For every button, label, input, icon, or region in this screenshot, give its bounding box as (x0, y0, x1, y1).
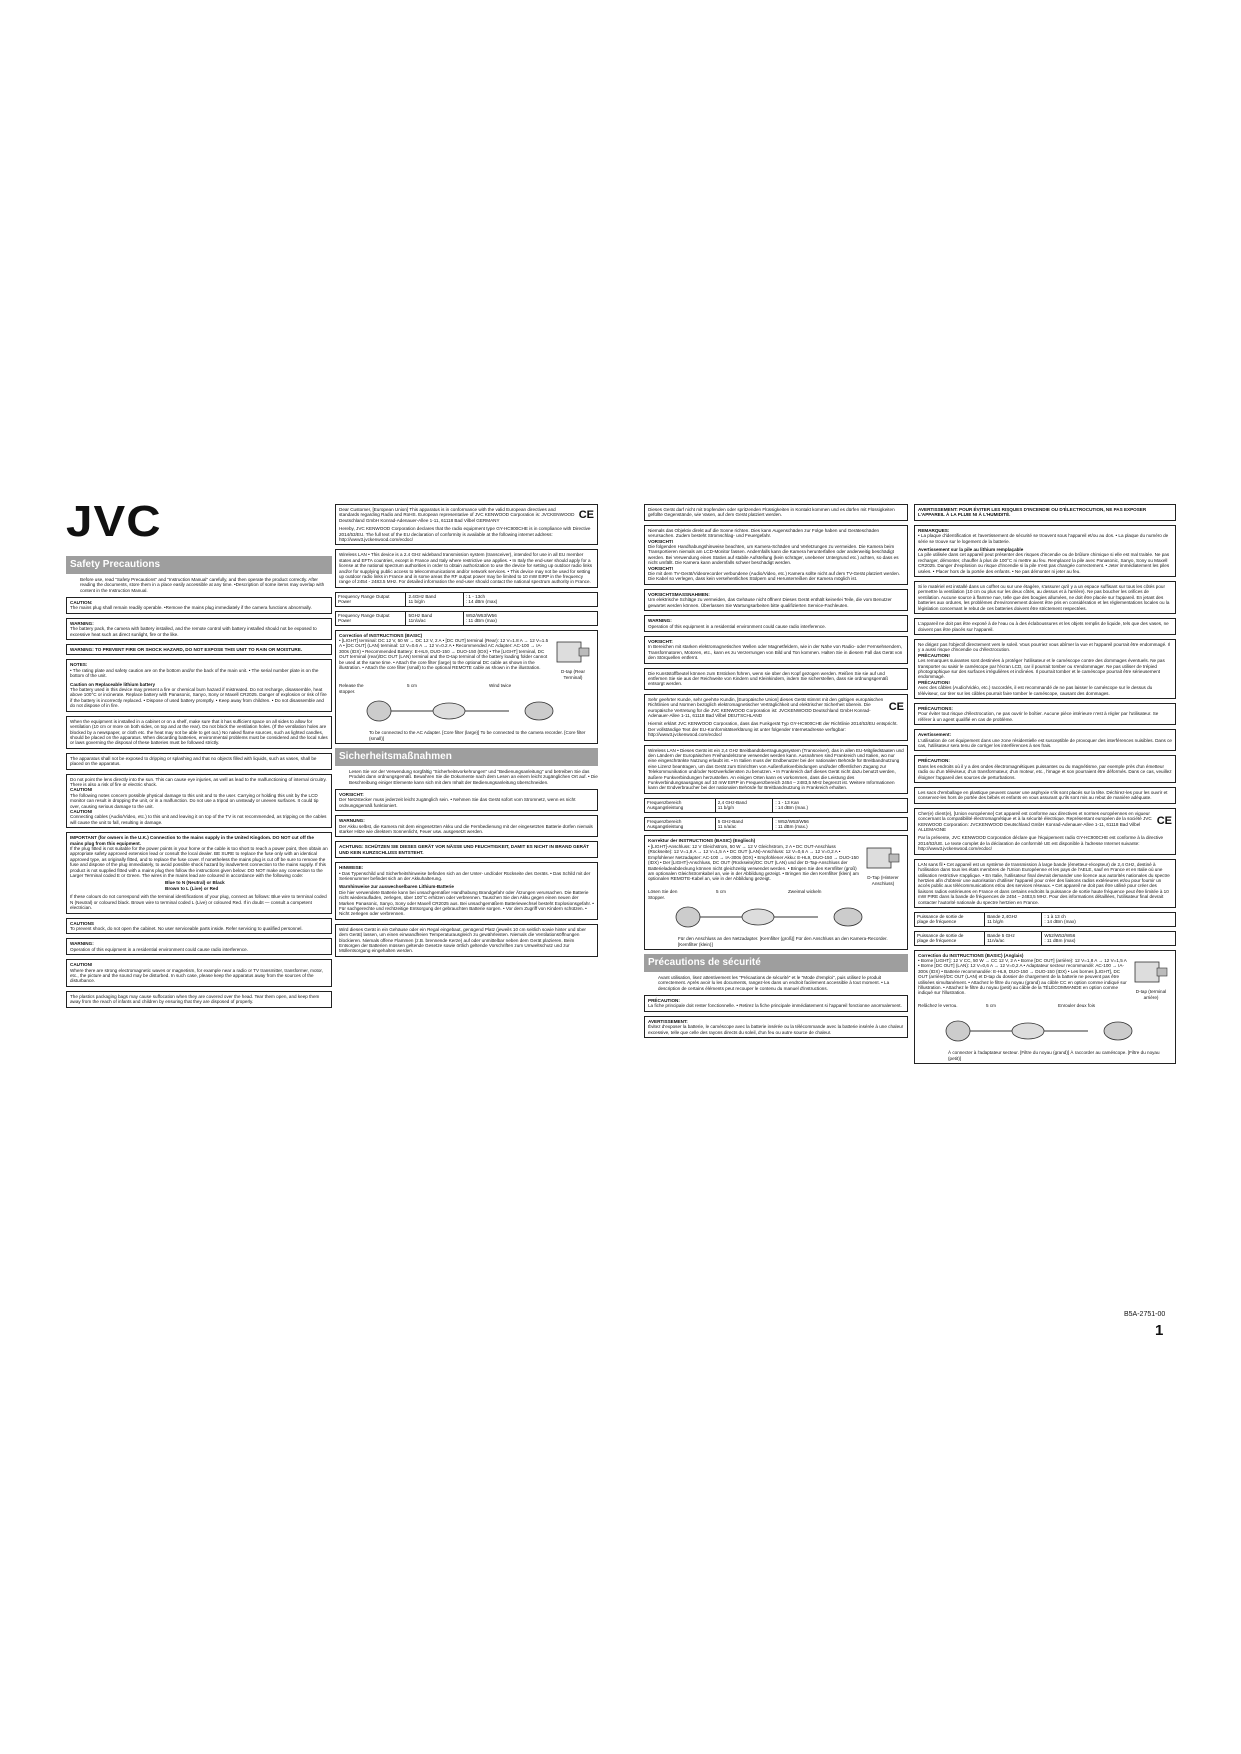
warning-box-de (644, 615, 908, 632)
ce-mark: CE (1156, 815, 1172, 828)
camera-illustration (863, 844, 903, 874)
fr-intro-text: Avant utilisation, lisez attentivement les "Précautions de sécurité" et le "Mode d'emploi", puis utilisez le produit correctement. Après avoir lu les documents, rangez-les dans un endroit facilement accessible à tout moment. • La description de certains éléments peut recouper le contenu du manuel d'instructions. (658, 974, 890, 991)
correction-fr-text: • Borne [LIGHT]: 12 V CC, 50 W → CC 12 V, 2 A • Borne [DC OUT] (arrière): 12 V=1,8 A → 12 V=1,5 A • Borne [DC OUT] (LAN): 12 V=0,6 A → 12 V=0,2 A • Adaptateur secteur recommandé: AC-100 → IA-300s (IDX) • Batterie recommandée: E-HL9, DUO-150 → DUO-150 (IDX) • Les bornes [LIGHT], DC OUT (arrière)/DC OUT (LAN) et D-tap du dossier de chargement de la batterie ne peuvent pas être utilisées simultanément. • Attachez le filtre du noyau (grand) au câble CC en option comme indiqué sur l'illustration. • Attachez le filtre du noyau (petit) au câble de la TÉLÉCOMMANDE en option comme indiqué sur l'illustration. (918, 957, 1127, 996)
de-intro-text: Lesen Sie vor der Verwendung sorgfältig "Sicherheitsvorkehrungen" und "Bedienungsanleitung" und betreiben Sie das Produkt dann ordnungsgemäß. Bewahren Sie die Dokumente nach dem Lesen an einem leicht zugänglichen Ort auf. • Die Beschreibung einiger Elemente kann sich mit dem Inhalt der Bedienungsanleitung überschneiden. (349, 768, 598, 785)
spec-cell: Frequenzbereich Ausgangsleistung (645, 818, 716, 831)
avert2-text: L'utilisation de cet équipement dans une zone résidentielle est susceptible de provoquer des interférences nuisibles. Dans ce cas, l'utilisateur sera tenu de corriger les interférences à ses frais. (918, 737, 1172, 748)
camera-illustration (1131, 958, 1171, 988)
precaution4-box (914, 755, 1176, 783)
caution3-title: CAUTION! (70, 808, 93, 814)
correction-de-box (644, 835, 908, 949)
precaution4-text: Dans les endroits où il y a des ondes électromagnétiques puissantes ou du magnétisme, par exemple près d'un émetteur radio ou d'un téléviseur, d'un transformateur, d'un moteur, etc., l'image et son pourraient être déformés. Dans ce cas, veuillez éloigner l'appareil des sources de perturbations. (918, 763, 1172, 780)
spec-cell: : 1 - 13 Kan : 14 dBm (max.) (775, 799, 809, 811)
caution4-title: CAUTION! (70, 962, 93, 968)
vorsicht4-box (644, 636, 908, 664)
dtap-figure (552, 638, 594, 680)
vorsicht3-title: VORSICHT! (648, 565, 674, 571)
fig-caption: To be connected to the AC Adapter. [Core filter (large)] To be connected to the camera recorder. [Core filter (small)] (369, 730, 586, 741)
sonne-box (644, 525, 908, 585)
column-english (66, 494, 332, 1012)
fig-release-label: Relâchez le verrou. (918, 1003, 958, 1009)
meuble-box: Si le matériel est installé dans un coffret ou sur une étagère, s'assurer qu'il y a un espace suffisant sur tous les côtés pour permettre la ventilation (10 cm ou plus sur les deux côtés, au dessus et à l'arrière). Ne pas boucher les orifices de ventilation. Aucune source à flamme nue, telle que des bougies allumées, ne doit être placée sur l'appareil. En jetant des batteries aux ordures, les problèmes d'environnement doivent être pris en considération et les réglementations locales ou la législation concernant le rebut de ces batteries doivent être strictement respectées. (914, 581, 1176, 614)
avert-title: AVERTISSEMENT: (648, 1018, 688, 1024)
notes-box (66, 659, 332, 711)
spec-table-24ghz-de (644, 798, 908, 813)
fig-release-label: Lösen Sie den Stopper. (648, 889, 678, 900)
vorsicht-title: VORSICHT: (339, 791, 364, 797)
caution-text: The mains plug shall remain readily operable. •Remove the mains plug immediately if the camera functions abnormally. (70, 605, 312, 611)
precautions-title: PRÉCAUTIONS: (918, 705, 953, 711)
spec-cell: Puissance de sortie de plage de fréquence (915, 932, 985, 945)
caution2-title: CAUTION! (70, 787, 93, 793)
spec-cell: : W52/W53/W56 : 11 dBm (max.) (775, 818, 809, 830)
eu-fr-text: Cher(e) client(e), [Union européenne] Cet appareil est conforme aux directives et normes européennes en vigueur concernant la compatibilité électromagnétique et à la sécurité électrique. Représentant européen de la société JVC KENWOOD Corporation: JVCKENWOOD Deutschland GmbH Konrad-Adenauer-Allee 1-11, 61118 Bad Vilbel ALLEMAGNE (918, 810, 1152, 833)
precaution4-title: PRÉCAUTION: (918, 758, 950, 764)
section-title-french: Précautions de sécurité (644, 954, 908, 972)
spec-cell: Frequency Range Output Power (336, 593, 406, 606)
spec-table-24ghz (335, 592, 598, 607)
pile-title: Avertissement sur la pile au lithium remplaçable (918, 547, 1024, 553)
cautions-title: CAUTIONS (70, 920, 94, 926)
remarques-title: REMARQUES: (918, 527, 950, 533)
fig-release-label: Release the stopper. (339, 683, 364, 694)
wire-blue: Blue to N (Neutral) or Black (165, 880, 225, 886)
avert-box (644, 1016, 908, 1038)
caution2-text: The following notes concern possible physical damage to this unit and to the user. Carrying or holding this unit by the LCD monitor can result in dropping the unit, or in a malfunction. Do not use a tripod on unsteady or uneven surfaces. It could tip over, causing serious damage to the unit. (70, 792, 319, 809)
plastic-box: The plastics packaging bags may cause suffocation when they are covered over the head. Tear them open, and keep them away from the reach of infants and children by ensuring that they are disposed of properly. (66, 991, 332, 1008)
warning2-text: Operation of this equipment in a residential environment could cause radio interference. (70, 946, 248, 952)
fig-wind-label: Zweimal wickeln (788, 889, 822, 895)
eau-box: L'appareil ne doit pas être exposé à de l'eau ou à des éclaboussures et les objets remplis de liquide, tels que des vases, ne doivent pas être placés sur l'appareil. (914, 618, 1176, 635)
spec-cell: W52/W53/W56 : 11 dBm (max) (1044, 932, 1076, 944)
vorsicht2-text: Die folgenden Handhabungshinweise beachten, um Kamera-Schäden und Verletzungen zu vermeiden. Die Kamera beim Transportieren niemals am LCD-Monitor fassen. Andernfalls kann die Kamera herunterfallen oder anderweitig beschädigt werden. Bei Verwendung eines Stativs auf stabile Aufstellung (kein schräger, unebener Untergrund etc.) achten, so dass es nicht umfällt. Die Kamera kann andernfalls schwer beschädigt werden. (648, 544, 899, 566)
fig-caption: Für den Anschluss an den Netzadapter. [Kernfilter (groß)] Für den Anschluss an den Kamera-Recorder. [Kernfilter (klein)] (678, 936, 888, 947)
correction-text: • [LIGHT] terminal: DC 12 V, 50 W → DC 12 V, 2 A • [DC OUT] terminal (Rear): 12 V=1.8 A → 12 V=1.5 A • [DC OUT] (LAN) terminal: 12 V=0.6 A → 12 V=0.2 A • Recommended AC Adapter: AC-100 → IA-300s (IDX) • Recommended Battery: E-HL9, DUO-150 → DUO-150 (IDX) • The [LIGHT] terminal, DC OUT terminal (rear)/DC OUT (LAN) terminal and the D-tap terminal of the battery loading folder cannot be used at the same time. • Attach the core filter (large) to the optional DC cable as shown in the illustration. • Attach the core filter (small) to the optional REMOTE cable as shown in the illustration. (339, 637, 549, 670)
correction-fr-box (914, 950, 1176, 1064)
cabinet-box: When the equipment is installed in a cabinet or on a shelf, make sure that it has sufficient space on all sides to allow for ventilation (10 cm or more on both sides, on top and at the rear). Do not block the ventilation holes. (If the ventilation holes are blocked by a newspaper, or cloth etc. the heat may not be able to get out.) No naked flame sources, such as lighted candles, should be placed on the apparatus. When discarding batteries, environmental problems must be considered and the local rules or laws governing the disposal of these batteries must be followed strictly. (66, 716, 332, 749)
spec-cell: Bande 2,4GHz 11 b/g/n (985, 913, 1042, 926)
avert2-box (914, 729, 1176, 751)
declaration-text: Hereby, JVC KENWOOD Corporation declares that the radio equipment type GY-HC900CHE is in compliance with Directive 2014/53/EU. The full text of the EU declaration of conformity is available at the following internet address: http://www3.jvckenwood.com/ecdoc/ (339, 526, 591, 543)
cautions-text: To prevent shock, do not open the cabinet. No user serviceable parts inside. Refer servicing to qualified personnel. (70, 926, 303, 932)
spec-table-5ghz (335, 611, 598, 626)
remarques-text: • La plaque d'identification et l'avertissement de sécurité se trouvent sous l'appareil et/ou au dos. • La plaque du numéro de série se trouve sur le logement de la batterie. (918, 533, 1169, 544)
spec-table-24ghz-fr (914, 912, 1176, 927)
eu-text: Dear Customer, [European Union] This apparatus is in conformance with the valid European directives and standards regarding Radio and RoHS. European representative of JVC KENWOOD Corporation is: JVCKENWOOD Deutschland GmbH Konrad-Adenauer-Allee 1-11, 61118 Bad Vilbel GERMANY (339, 507, 575, 523)
ce-mark: CE (888, 701, 904, 714)
section-title-german: Sicherheitsmaßnahmen (335, 748, 598, 766)
massnahmen-box (644, 589, 908, 611)
core-filter-illustration (918, 1003, 1168, 1047)
spec-cell: 5 GHz-Band 11 n/a/ac (716, 818, 774, 831)
dtap-figure (862, 844, 904, 886)
caution4-box (66, 959, 332, 987)
sacs-box: Les sacs d'emballage en plastique peuvent causer une asphyxie s'ils sont placés sur la tête. Déchirez-les pour les ouvrir et conservez-les hors de portée des bébés et enfants en vous assurant qu'ils sont mis au rebut de manière adéquate. (914, 787, 1176, 804)
fig-5cm-label: 5 cm (407, 683, 417, 689)
precaution-title: PRÉCAUTION: (648, 997, 680, 1003)
correction-title: Correction of INSTRUCTIONS (BASIC) (339, 632, 423, 638)
avert-head-box: AVERTISSEMENT: POUR ÉVITER LES RISQUES D'INCENDIE OU D'ÉLECTROCUTION, NE PAS EXPOSER L'APPAREIL À LA PLUIE NI À L'HUMIDITÉ. (914, 504, 1176, 521)
fig-wind-label: Wind twice (489, 683, 512, 689)
warning2-box (66, 938, 332, 955)
camera-illustration (553, 638, 593, 668)
uk-text2: If these colours do not correspond with the terminal identifications of your plug, connect as follows: Blue wire to terminal coded N (Neutral) or coloured black. Brown wire to terminal coded L (Live) or coloured Red. If in doubt — consult a competent electrician. (70, 894, 327, 911)
uk-box (66, 832, 332, 913)
wlan-fr-box: LAN sans fil • Cet appareil est un système de transmission à large bande (émetteur-récepteur) de 2,4 GHz, destiné à l'utilisation dans tous les états membres de l'Union Européenne et les pays de l'AELE, sauf en France et en Italie où une utilisation restrictive s'applique. • En Italie, l'utilisateur final devrait demander une licence aux autorités nationales du spectre hertzien afin d'obtenir une autorisation d'utiliser l'appareil pour créer des liaisons radios extérieures et/ou pour fournir un accès public aux télécommunications et/ou des services réseaux. • Cet appareil ne doit pas être utilisé pour créer des liaisons radios extérieures en France et dans certains endroits la puissance de sortie haute fréquence peut être limitée à 10 mW PIRE dans la bande de fréquences de 2454 – 2483,5 MHz. Pour des informations détaillées, l'utilisateur final devrait contacter l'autorité nationale du spectre hertzien en France. (914, 859, 1176, 908)
plastik-box: Die Kunststoffbeutel können zum Ersticken führen, wenn sie über den Kopf gezogen werden. Reißen Sie sie auf und entfernen Sie sie aus der Reichweite von Kindern und Kleinkindern, indem Sie sicherstellen, dass sie ordnungsgemäß entsorgt werden. (644, 668, 908, 690)
lens-box (66, 774, 332, 829)
correction-fr-title: Correction du INSTRUCTIONS (BASIC) (Anglais) (918, 952, 1024, 958)
hinweise-box (335, 862, 598, 920)
achtung-box: ACHTUNG: SCHÜTZEN SIE DIESES GERÄT VOR NÄSSE UND FEUCHTIGKEIT, DAMIT ES NICHT IN BRAND GERÄT UND KEIN KURZSCHLUSS ENTSTEHT. (335, 841, 598, 858)
declaration-fr-text: Par la présente, JVC KENWOOD Corporation déclare que l'équipement radio GY-HC900CHE est conforme à la directive 2014/53/UE. Le texte complet de la déclaration de conformité UE est disponible à l'adresse Internet suivante: http://www3.jvckenwood.com/ecdoc/ (918, 835, 1164, 852)
correction-de-text: • [LIGHT]-Anschluss: 12 V Gleichstrom, 50 W → 12 V Gleichstrom, 2 A • DC OUT-Anschluss (Rückseite): 12 V=1,8 A → 12 V=1,5 A • DC OUT (LAN)-Anschluss: 12 V=0,6 A → 12 V=0,2 A • Empfohlener Netzadapter: AC-100 → IA-300s (IDX) • Empfohlener Akku: E-HL9, DUO-150 → DUO-150 (IDX) • Der [LIGHT]-Anschluss, DC OUT (Rückseite)/DC OUT (LAN) und der D-Tap-Anschluss der Batterieladeabdeckung können nicht gleichzeitig verwendet werden. • Bringen Sie den Kernfilter (groß) am optionalen Gleichstromkabel an, wie in der Abbildung gezeigt. • Bringen Sie den Kernfilter (klein) am optionalen REMOTE-Kabel an, wie in der Abbildung gezeigt. (648, 843, 859, 882)
avert2-title: Avertissement: (918, 732, 952, 738)
warnung-box (335, 815, 598, 837)
warning-title: WARNING: (648, 618, 672, 624)
spec-cell: Frequenzbereich Ausgangsleistung (645, 799, 716, 812)
lens-text: Do not point the lens directly into the sun. This can cause eye injuries, as well as lead to the malfunctioning of internal circuitry. There is also a risk of fire or electric shock. (70, 776, 327, 787)
vorsicht-box (335, 789, 598, 811)
massnahmen-title: VORSICHTSMASSNAHMEN: (648, 591, 710, 597)
precautions-box (914, 703, 1176, 725)
column-english-german (335, 504, 598, 961)
wlan-de-box: Wireless LAN • Dieses Gerät ist ein 2,4 GHz Breitbandübertragungssystem (Transceiver), das in allen EU-Mitgliedstaaten und den Ländern der Europäischen Freihandelszone verwendet werden kann. Ausnahmen sind Frankreich und Italien, wo nur eine eingeschränkte Nutzung erlaubt ist. • In Italien muss der Endbenutzer bei der nationalen Behörde für Breitbandnutzung eine Lizenz beantragen, um das Gerät zum Einrichten von Außenfunkverbindungen und/oder öffentlichen Zugang zur Telekommunikation und/oder Netzwerkdiensten zu benutzen. • In Frankreich darf dieses Gerät nicht dazu benutzt werden, äußere Funkverbindungen herzustellen. An einigen Orten kann es vorkommen, dass die Leistung des Funkverbindungsausgangs auf 10 mW EIRP im Frequenzbereich 2454 – 2483,5 MHz begrenzt ist. Weitere Informationen kann der Endverbraucher bei der nationalen Behörde für Breitbandnutzung in Frankreich erhalten. (644, 745, 908, 794)
page-number: 1 (1155, 1322, 1164, 1339)
warnung-text: Der Akku selbst, die Kamera mit dem eingesetzten Akku und die Fernbedienung mit der eingesetzten Batterie dürfen niemals starker Hitze wie direktem Sonnenlicht, Feuer usw. ausgesetzt werden. (339, 823, 593, 834)
vorsicht-text: Der Netzstecker muss jederzeit leicht zugänglich sein. • Nehmen Sie das Gerät sofort vom Stromnetz, wenn es nicht ordnungsgemäß funktioniert. (339, 797, 576, 808)
eu-de-text: Sehr geehrter Kunde, sehr geehrte Kundin, [Europäische Union] dieses Gerät stimmt mit den gültigen europäischen Richtlinien und Normen bezüglich elektromagnetischer Verträglichkeit und elektrischer Sicherheit überein. Die europäische Vertretung für die JVC KENWOOD Corporation ist: JVCKENWOOD Deutschland GmbH Konrad-Adenauer-Allee 1-11, 61118 Bad Vilbel DEUTSCHLAND (648, 696, 884, 718)
column-german-french (644, 504, 908, 1042)
pile-text: La pile utilisée dans cet appareil peut présenter des risques d'incendie ou de brûlure chimique si elle est mal traitée. Ne pas recharger, démonter, chauffer à plus de 100°C ni mettre au feu. Remplacez la pile avec Panasonic, Sanyo, Sony ou Maxell CR2025. Danger d'explosion ou risque d'incendie si la pile n'est pas changée correctement. • Jeter immédiatement les piles usées. • Placer hors de la portée des enfants. • Ne pas démonter ni jeter au feu. (918, 552, 1170, 574)
notes-text: • The rating plate and safety caution are on the bottom and/or the back of the main unit. • The serial number plate is on the bottom of the unit. (70, 667, 319, 679)
spec-cell: 2.4GHz Band 11 b/g/n (406, 593, 463, 606)
uk-text: If the plug fitted is not suitable for the power points in your home or the cable is too short to reach a power point, then obtain an appropriate safety approved extension lead or consult the local dealer. BE SURE to replace the fuse only with an identical approved type, as originally fitted, and to replace the fuse cover. If nonetheless the mains plug is cut off be sure to remove the fuse and dispose of the plug immediately, to avoid possible shock hazard by inadvertent connection to the mains supply. If this product is not supplied fitted with a mains plug then follow the instructions given below: DO NOT make any connection to the Larger Terminal coded E or Green. The wires in the mains lead are coloured in accordance with the following code: (70, 846, 328, 879)
core-filter-figure (648, 889, 904, 933)
spec-table-5ghz-fr (914, 931, 1176, 946)
caution4-text: Where there are strong electromagnetic waves or magnetism, for example near a radio or TV transmitter, transformer, motor, etc., the picture and the sound may be disturbed. In such case, please keep the apparatus away from the sources of the disturbance. (70, 967, 323, 984)
fig-5cm-label: 5 cm (986, 1003, 996, 1009)
caution3-text: Connecting cables (Audio/Video, etc.) to this unit and leaving it on top of the TV is not recommended, as tripping on the cables will cause the unit to fall, resulting in damage. (70, 814, 327, 825)
dtap-label: D-tap (Rear Terminal) (561, 669, 585, 680)
fig-5cm-label: 5 cm (716, 889, 726, 895)
wlan-box: Wireless LAN • This device is a 2.4 GHz wideband transmission system (transceiver), intended for use in all EU member states and EFTA countries, except in France and Italy where restrictive use applies. • In Italy the end-user should apply for a license at the national spectrum authorities in order to obtain authorization to use the device for setting up outdoor radio links and/or for supplying public access to telecommunications and/or network services. • This device may not be used for setting up outdoor radio links in France and in some areas the RF output power may be limited to 10 mW EIRP in the frequency range of 2454 - 2483.5 MHz. For detailed information the end-user should contact the national spectrum authority in France. (335, 549, 598, 587)
correction-box (335, 630, 598, 744)
soleil-box (914, 639, 1176, 699)
warning-title: WARNING: (70, 620, 94, 626)
spec-cell: : 1 - 13ch : 14 dBm (max) (465, 593, 498, 605)
spec-table-5ghz-de (644, 817, 908, 832)
brand-logo: JVC (66, 497, 162, 546)
regal-box: Wird dieses Gerät in ein Gehäuse oder ein Regal eingebaut, genügend Platz (jeweils 10 cm seitlich sowie hinter und über dem Gerät) lassen, um einen einwandfreien Temperaturausgleich zu gewährleisten. Niemals die Ventilationsöffnungen blockieren. Niemals offene Flammen (z.B. brennende Kerze) auf oder unmittelbar neben dem Gerät plazieren. Beim Entsorgen der Batterien müssen geltende Gesetze sowie örtlich geltende Vorschriften zum Umweltschutz und zur Müllentsorgung eingehalten werden. (335, 924, 598, 957)
vorsicht2-title: VORSICHT! (648, 538, 674, 544)
hinweise-text: • Das Typenschild und Sicherheitshinweise befinden sich an der Unter- und/oder Rückseite des Geräts. • Das Schild mit der Seriennummer befindet sich an der Akkuhalterung. (339, 870, 591, 882)
ce-mark: CE (578, 508, 594, 521)
core-filter-figure (339, 683, 594, 727)
notes-title: NOTES: (70, 662, 88, 668)
precaution-text: La fiche principale doit rester fonctionnelle. • Retirez la fiche principale immédiatement si l'appareil fonctionne anormalement. (648, 1003, 902, 1009)
hinweise-title: HINWEISE: (339, 865, 364, 871)
lithium-title: Caution on Replaceable lithium battery (70, 681, 155, 687)
column-french (914, 504, 1176, 1068)
intro-text: Before use, read "Safety Precautions" and "Instruction Manual" carefully, and then operate the product correctly. After reading the documents, store them in a place easily accessible at any time. •Description of some items may overlap with content in the Instruction Manual. (80, 576, 325, 593)
wire-code (165, 880, 328, 892)
document-code: B5A-2751-00 (1124, 1311, 1166, 1318)
spec-cell: W52/W53/W56 : 11 dBm (max) (465, 612, 497, 624)
warning2-title: WARNING: (70, 941, 94, 947)
caution-title: CAUTION: (70, 600, 93, 606)
precaution-box (644, 995, 908, 1012)
precaution2-text: Les remarques suivantes sont destinées à protéger l'utilisateur et le caméscope contre des dommages éventuels. Ne pas transporter ou saisir le caméscope par l'écran LCD, car il pourrait tomber ou s'endommager. Ne pas utiliser de trépied photographique sur des surfaces irrégulières et inclinées. Il pourrait tomber et le caméscope pourrait être sérieusement endommagé. (918, 658, 1165, 680)
wire-brown: Brown to L (Live) or Red (165, 886, 219, 892)
soleil-text: Ne dirigez pas l'objectif directement vers le soleil. Vous pourriez vous abîmer la vue et l'appareil pourrait être endommagé. Il y a aussi risque d'incendie ou d'électrocution. (918, 641, 1170, 653)
fig-caption: À connecter à l'adaptateur secteur. [Filtre du noyau (grand)] À raccorder au caméscope. [Filtre du noyau (petit)] (948, 1050, 1160, 1061)
cautions-box (66, 918, 332, 935)
core-filter-figure (918, 1003, 1172, 1047)
spec-cell: Puissance de sortie de plage de fréquence (915, 913, 985, 926)
spec-cell: Frequency Range Output Power (336, 612, 406, 625)
spec-cell: Bande 5 GHz 11n/a/ac (985, 932, 1042, 945)
spec-cell: 5GHz Band 11n/a/ac (406, 612, 463, 625)
spec-cell: : 1 à 13 ch : 14 dBm (max) (1044, 913, 1076, 925)
instruction-sheet (66, 494, 1176, 1298)
dtap-label: D-tap (terminal arrière) (1135, 989, 1167, 1000)
avert-text: Évitez d'exposer la batterie, le caméscope avec la batterie insérée ou la télécommande avec la batterie insérée à une chaleur excessive, telle que celle des rayons directs du soleil, d'un feu ou autre source de chaleur. (648, 1024, 904, 1035)
fig-wind-label: Enrouler deux fois (1058, 1003, 1096, 1009)
eu-box (335, 504, 598, 545)
vorsicht4-text: In Bereichen mit starken elektromagnetischen Wellen oder Magnetfeldern, wie in der Nähe von Radio- oder Fernsehsendern, Transformatoren, Motoren, etc., kann es zu Verzerrungen von Bild und Ton kommen. Halten Sie in diesem Fall das Gerät von den Störquellen entfernt. (648, 644, 903, 661)
correction-de-title: Korrektur der INSTRUCTIONS (BASIC) (Englisch) (648, 838, 756, 844)
dripping-box: The apparatus shall not be exposed to dripping or splashing and that no objects filled with liquids, such as vases, shall be placed on the apparatus. (66, 753, 332, 770)
sonne-text: Niemals das Objektiv direkt auf die Sonne richten. Dies kann Augenschäden zur Folge haben und Geräteschäden verursachen. Zudem besteht Stromschlag- und Feuergefahr. (648, 527, 880, 539)
warning-text: The battery pack, the camera with battery installed, and the remote control with battery installed should not be exposed to excessive heat such as direct sunlight, fire or the like. (70, 626, 317, 637)
precaution2-title: PRÉCAUTION! (918, 652, 950, 658)
fire-warning-box: WARNING: TO PREVENT FIRE OR SHOCK HAZARD, DO NOT EXPOSE THIS UNIT TO RAIN OR MOISTURE. (66, 644, 332, 655)
warnung-title: WARNUNG: (339, 818, 365, 824)
massnahmen-text: Um elektrische Schläge zu vermeiden, das Gehäuse nicht öffnen! Dieses Gerät enthält keinerlei Teile, die vom Benutzer gewartet werden können. Überlassen Sie Wartungsarbeiten bitte qualifizierten Service-Fachleuten. (648, 597, 892, 608)
vorsicht3-text: Die mit dem TV-Gerät/Videorecorder verbundene (Audio/Video, etc.) Kamera sollte nicht auf dem TV-Gerät platziert werden. Die Kabel so verlegen, dass kein versehentliches Stolpern und Herunterreißen der Kamera möglich ist. (648, 571, 900, 582)
warning-box (66, 618, 332, 640)
precaution3-title: PRÉCAUTION! (918, 679, 950, 685)
dtap-figure (1130, 958, 1172, 1000)
dtap-label: D-Tap (Hinterer Anschluss) (867, 875, 899, 886)
lithium-text: The battery used in this device may present a fire or chemical burn hazard if mistreated. Do not recharge, disassemble, heat above 100°C or incinerate. Replace battery with Panasonic, Sanyo, Sony or Maxell CR2025. Danger of explosion or risk of fire if the battery is incorrectly replaced. • Dispose of used battery promptly. • Keep away from children. • Do not disassemble and do not dispose of in fire. (70, 687, 327, 709)
eu-fr-box (914, 808, 1176, 855)
warning-text: Operation of this equipment in a residential environment could cause radio interference. (648, 623, 826, 629)
spec-cell: 2,4 GHz-Band 11 b/g/n (716, 799, 774, 812)
caution-box (66, 597, 332, 614)
tropf-box: Dieses Gerät darf nicht mit tropfenden oder spritzenden Flüssigkeiten in Kontakt kommen und es dürfen mit Flüssigkeiten gefüllte Gegenstände, wie Vasen, auf dem Gerät platziert werden. (644, 504, 908, 521)
eu-de-box (644, 694, 908, 741)
remarques-box (914, 525, 1176, 577)
lithium-de-title: Warnhinweise zur auswechselbaren Lithium-Batterie (339, 884, 454, 890)
section-title-safety: Safety Precautions (66, 556, 332, 574)
precautions-text: Pour éviter tout risque d'électrocution, ne pas ouvrir le boîtier. Aucune pièce intérieure n'est à régler par l'utilisateur. Se référer à un agent qualifié en cas de problème. (918, 711, 1159, 722)
lithium-de-text: Die hier verwendete Batterie kann bei unsachgemäßer Handhabung Brandgefahr oder Ätzungen verursachen. Die Batterie nicht wiederaufladen, zerlegen, über 100°C erhitzen oder verbrennen. Tauschen Sie den Akku gegen einen neuen der Marken Panasonic, Sanyo, Sony oder Maxell CR2025 aus. Bei unsachgemäßem Batteriewechsel besteht Explosionsgefahr. • Für sachgerechte und rechtzeitige Entsorgung der gebrauchten Batterie sorgen. • Vor dem Zugriff von Kindern schützen. • Nicht zerlegen oder verbrennen. (339, 889, 594, 917)
uk-title: IMPORTANT (for owners in the U.K.) Connection to the mains supply in the United Kingdom. DO NOT cut off the mains plug from this equipment. (70, 835, 314, 846)
declaration-de-text: Hiermit erklärt JVC KENWOOD Corporation, dass das Funkgerät Typ GY-HC900CHE der Richtlinie 2014/53/EU entspricht. Der vollständige Text der EU-Konformitätserklärung ist unter folgender Internetadresse verfügbar: http://www3.jvckenwood.com/ecdoc/ (648, 721, 898, 738)
precaution3-text: Avec des câbles (Audio/Vidéo, etc.) raccordés, il est recommandé de ne pas laisser le caméscope sur le dessus du téléviseur, car tirer sur les câbles pourrait faire tomber le caméscope, causant des dommages. (918, 685, 1153, 696)
vorsicht4-title: VORSICHT: (648, 638, 673, 644)
